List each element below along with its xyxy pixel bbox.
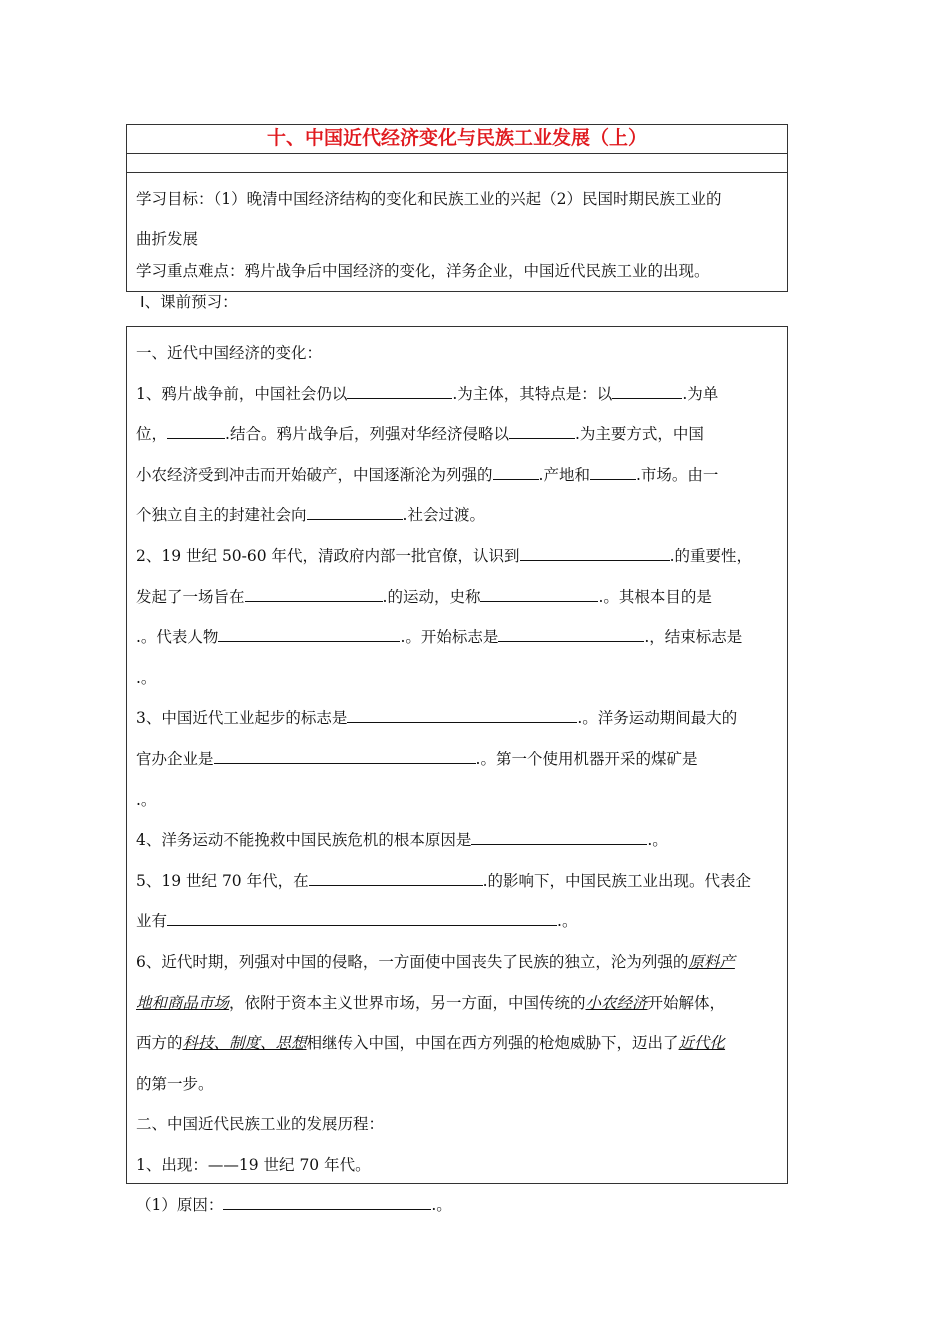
question-line: 个独立自主的封建社会向 .社会过渡。	[136, 506, 485, 525]
question-line: 1、出现：——19 世纪 70 年代。	[136, 1155, 371, 1174]
question-line: 地和商品市场，依附于资本主义世界市场，另一方面，中国传统的小农经济开始解体，	[136, 993, 726, 1012]
fill-blank[interactable]	[307, 505, 403, 520]
fill-blank[interactable]	[167, 911, 557, 926]
question-line: 6、近代时期，列强对中国的侵略，一方面使中国丧失了民族的独立，沦为列强的原料产	[136, 952, 735, 971]
fill-blank[interactable]	[493, 465, 539, 480]
question-line: 西方的科技、制度、思想相继传入中国，中国在西方列强的枪炮威胁下，迈出了近代化	[136, 1034, 726, 1053]
question-line: 官办企业是 .。第一个使用机器开采的煤矿是	[136, 749, 698, 768]
goal-line: 曲折发展	[136, 230, 199, 248]
heading: 一、近代中国经济的变化：	[136, 344, 323, 362]
fill-blank[interactable]	[218, 627, 400, 642]
key-points: 学习重点难点：鸦片战争后中国经济的变化，洋务企业，中国近代民族工业的出现。	[136, 262, 710, 280]
question-line: 小农经济受到冲击而开始破产，中国逐渐沦为列强的 .产地和 .市场。由一	[136, 465, 719, 484]
learning-goals	[127, 173, 787, 291]
heading: 二、中国近代民族工业的发展历程：	[136, 1115, 385, 1134]
fill-blank[interactable]	[590, 465, 636, 480]
question-line: 发起了一场旨在 .的运动，史称 .。其根本目的是	[136, 587, 712, 606]
fill-blank[interactable]	[214, 749, 476, 764]
question-line: .。代表人物 .。开始标志是 .，结束标志是	[136, 628, 743, 647]
question-line: （1）原因： .。	[136, 1196, 452, 1215]
question-line: 3、中国近代工业起步的标志是 .。洋务运动期间最大的	[136, 709, 738, 728]
question-line: 2、19 世纪 50-60 年代，清政府内部一批官僚，认识到 .的重要性，	[136, 546, 752, 565]
goal-line: 学习目标：（1）晚清中国经济结构的变化和民族工业的兴起（2）民国时期民族工业的	[136, 190, 722, 208]
question-line: 的第一步。	[136, 1074, 214, 1093]
fill-blank[interactable]	[498, 627, 644, 642]
fill-blank[interactable]	[167, 424, 225, 439]
fill-blank[interactable]	[480, 587, 598, 602]
fill-blank[interactable]	[471, 830, 647, 845]
question-line: 5、19 世纪 70 年代，在 .的影响下，中国民族工业出现。代表企	[136, 871, 752, 890]
fill-blank[interactable]	[245, 587, 383, 602]
question-line: 位， .结合。鸦片战争后，列强对华经济侵略以 .为主要方式，中国	[136, 425, 704, 444]
section-heading: Ⅰ、课前预习：	[140, 293, 238, 311]
fill-blank[interactable]	[347, 708, 577, 723]
question-line: 4、洋务运动不能挽救中国民族危机的根本原因是 .。	[136, 831, 668, 850]
question-line: 1、鸦片战争前，中国社会仍以 .为主体，其特点是：以 .为单	[136, 384, 719, 403]
question-line: .。	[136, 668, 157, 687]
fill-blank[interactable]	[612, 384, 682, 399]
fill-blank[interactable]	[520, 546, 670, 561]
empty-row	[127, 154, 787, 173]
preview-content	[126, 326, 788, 1215]
question-line: 业有 .。	[136, 912, 578, 931]
header-table	[126, 124, 788, 292]
title-row	[127, 125, 787, 154]
fill-blank[interactable]	[509, 424, 575, 439]
fill-blank[interactable]	[309, 871, 483, 886]
fill-blank[interactable]	[223, 1195, 431, 1210]
fill-blank[interactable]	[347, 384, 452, 399]
page-title: 十、中国近代经济变化与民族工业发展（上）	[266, 127, 647, 149]
question-line: .。	[136, 790, 157, 809]
